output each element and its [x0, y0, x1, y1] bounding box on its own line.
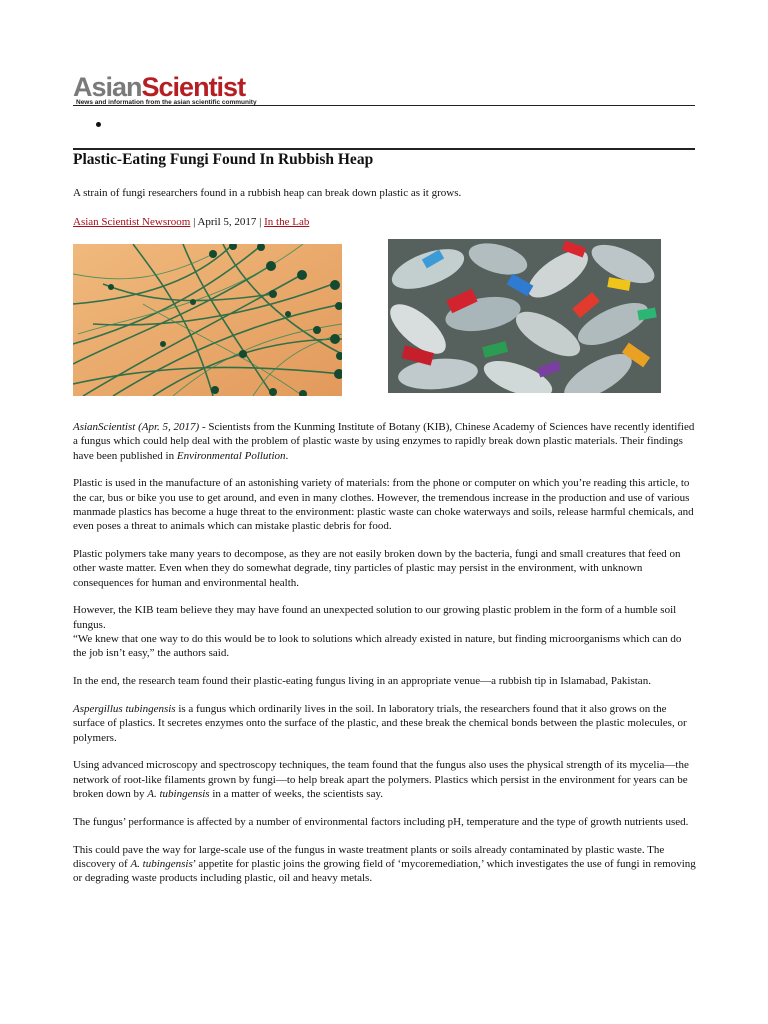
paragraph-text: in a matter of weeks, the scientists say. [209, 787, 383, 800]
paragraph-text: - Scientists from the Kunming Institute of Botany (KIB), Chinese Academy of Sciences have recently identified a fungus which could help deal with the problem of plastic waste by using enzymes to rapidly break down plastic materials. Their findings have been published in [73, 421, 695, 462]
paragraph-intro [73, 420, 697, 463]
nav-bullet [96, 122, 101, 127]
species-name: Aspergillus tubingensis [73, 702, 176, 715]
species-name: A. tubingensis [130, 857, 193, 870]
logo-asian-text: Asian [73, 72, 142, 102]
source-label: AsianScientist (Apr. 5, 2017) [73, 421, 200, 433]
paragraph-text: Using advanced microscopy and spectroscopy techniques, the team found that the fungus also uses the physical strength of its mycelia—the network of root-like filaments grown by fungi—to help break apart the polymers. Plastics which persist in the environment for years can be broken down by [73, 759, 689, 800]
paragraph-text: This could pave the way for large-scale use of the fungus in waste treatment plants or soils already contaminated by plastic waste. The discovery of [73, 843, 665, 870]
author-link[interactable]: Asian Scientist Newsroom [73, 216, 191, 228]
quote-paragraph: “We knew that one way to do this would be to look to solutions which already existed in nature, but finding microorganisms which can do the job isn’t easy,” the authors said. [73, 633, 682, 660]
fungi-microscopy-photo [73, 244, 342, 396]
paragraph-text: ’ appetite for plastic joins the growing field of ‘mycoremediation,’ which investigates the use of fungi in removing or degrading waste products including plastic, oil and heavy metals. [73, 857, 696, 885]
paragraph: The fungus’ performance is affected by a number of environmental factors including pH, temperature and the type of growth nutrients used. [73, 815, 689, 828]
logo-scientist-text: Scientist [141, 72, 246, 102]
paragraph [73, 843, 697, 886]
paragraph: However, the KIB team believe they may have found an unexpected solution to our growing plastic problem in the form of a humble soil fungus. [73, 604, 677, 631]
paragraph: Plastic is used in the manufacture of an astonishing variety of materials: from the phone or computer on which you’re reading this article, to the car, bus or bike you use to get around, and even in many clothes. However, the tremendous increase in the production and use of various manmade plastics has become a huge threat to the environment: plastic waste can choke waterways and soils, release harmful chemicals, and even poses a threat to animals which can mistake plastic debris for food. [73, 477, 694, 533]
article-body [73, 420, 697, 899]
paragraph [73, 758, 697, 801]
journal-name: Environmental Pollution [176, 449, 286, 462]
asian-scientist-logo[interactable] [73, 72, 293, 108]
article-date: April 5, 2017 [197, 216, 257, 228]
byline-separator: | [256, 216, 265, 228]
plastic-bottles-photo [388, 239, 661, 393]
article-title: Plastic-Eating Fungi Found In Rubbish Heap [73, 151, 374, 168]
category-link[interactable]: In the Lab [264, 216, 310, 228]
species-name: A. tubingensis [147, 787, 210, 800]
byline-separator: | [190, 216, 198, 228]
masthead-divider [73, 105, 695, 106]
paragraph-text: . [285, 449, 289, 462]
logo-wordmark [73, 72, 245, 102]
article-byline [73, 215, 695, 229]
paragraph-text: is a fungus which ordinarily lives in the soil. In laboratory trials, the researchers found that it also grows on the surface of plastics. It secretes enzymes onto the surface of the plastic, and these break the chemical bonds between the plastic molecules, or polymers. [73, 702, 687, 744]
article-dek: A strain of fungi researchers found in a rubbish heap can break down plastic as it grows. [73, 187, 462, 199]
logo-tagline: News and information from the asian scientific community [76, 99, 257, 106]
paragraph: In the end, the research team found their plastic-eating fungus living in an appropriate venue—a rubbish tip in Islamabad, Pakistan. [73, 675, 651, 688]
paragraph [73, 702, 697, 745]
paragraph: Plastic polymers take many years to decompose, as they are not easily broken down by the bacteria, fungi and small creatures that feed on other waste matter. Even when they do somewhat degrade, tiny particles of plastic may persist in the environment, with unknown consequences for human and environmental health. [73, 548, 681, 589]
